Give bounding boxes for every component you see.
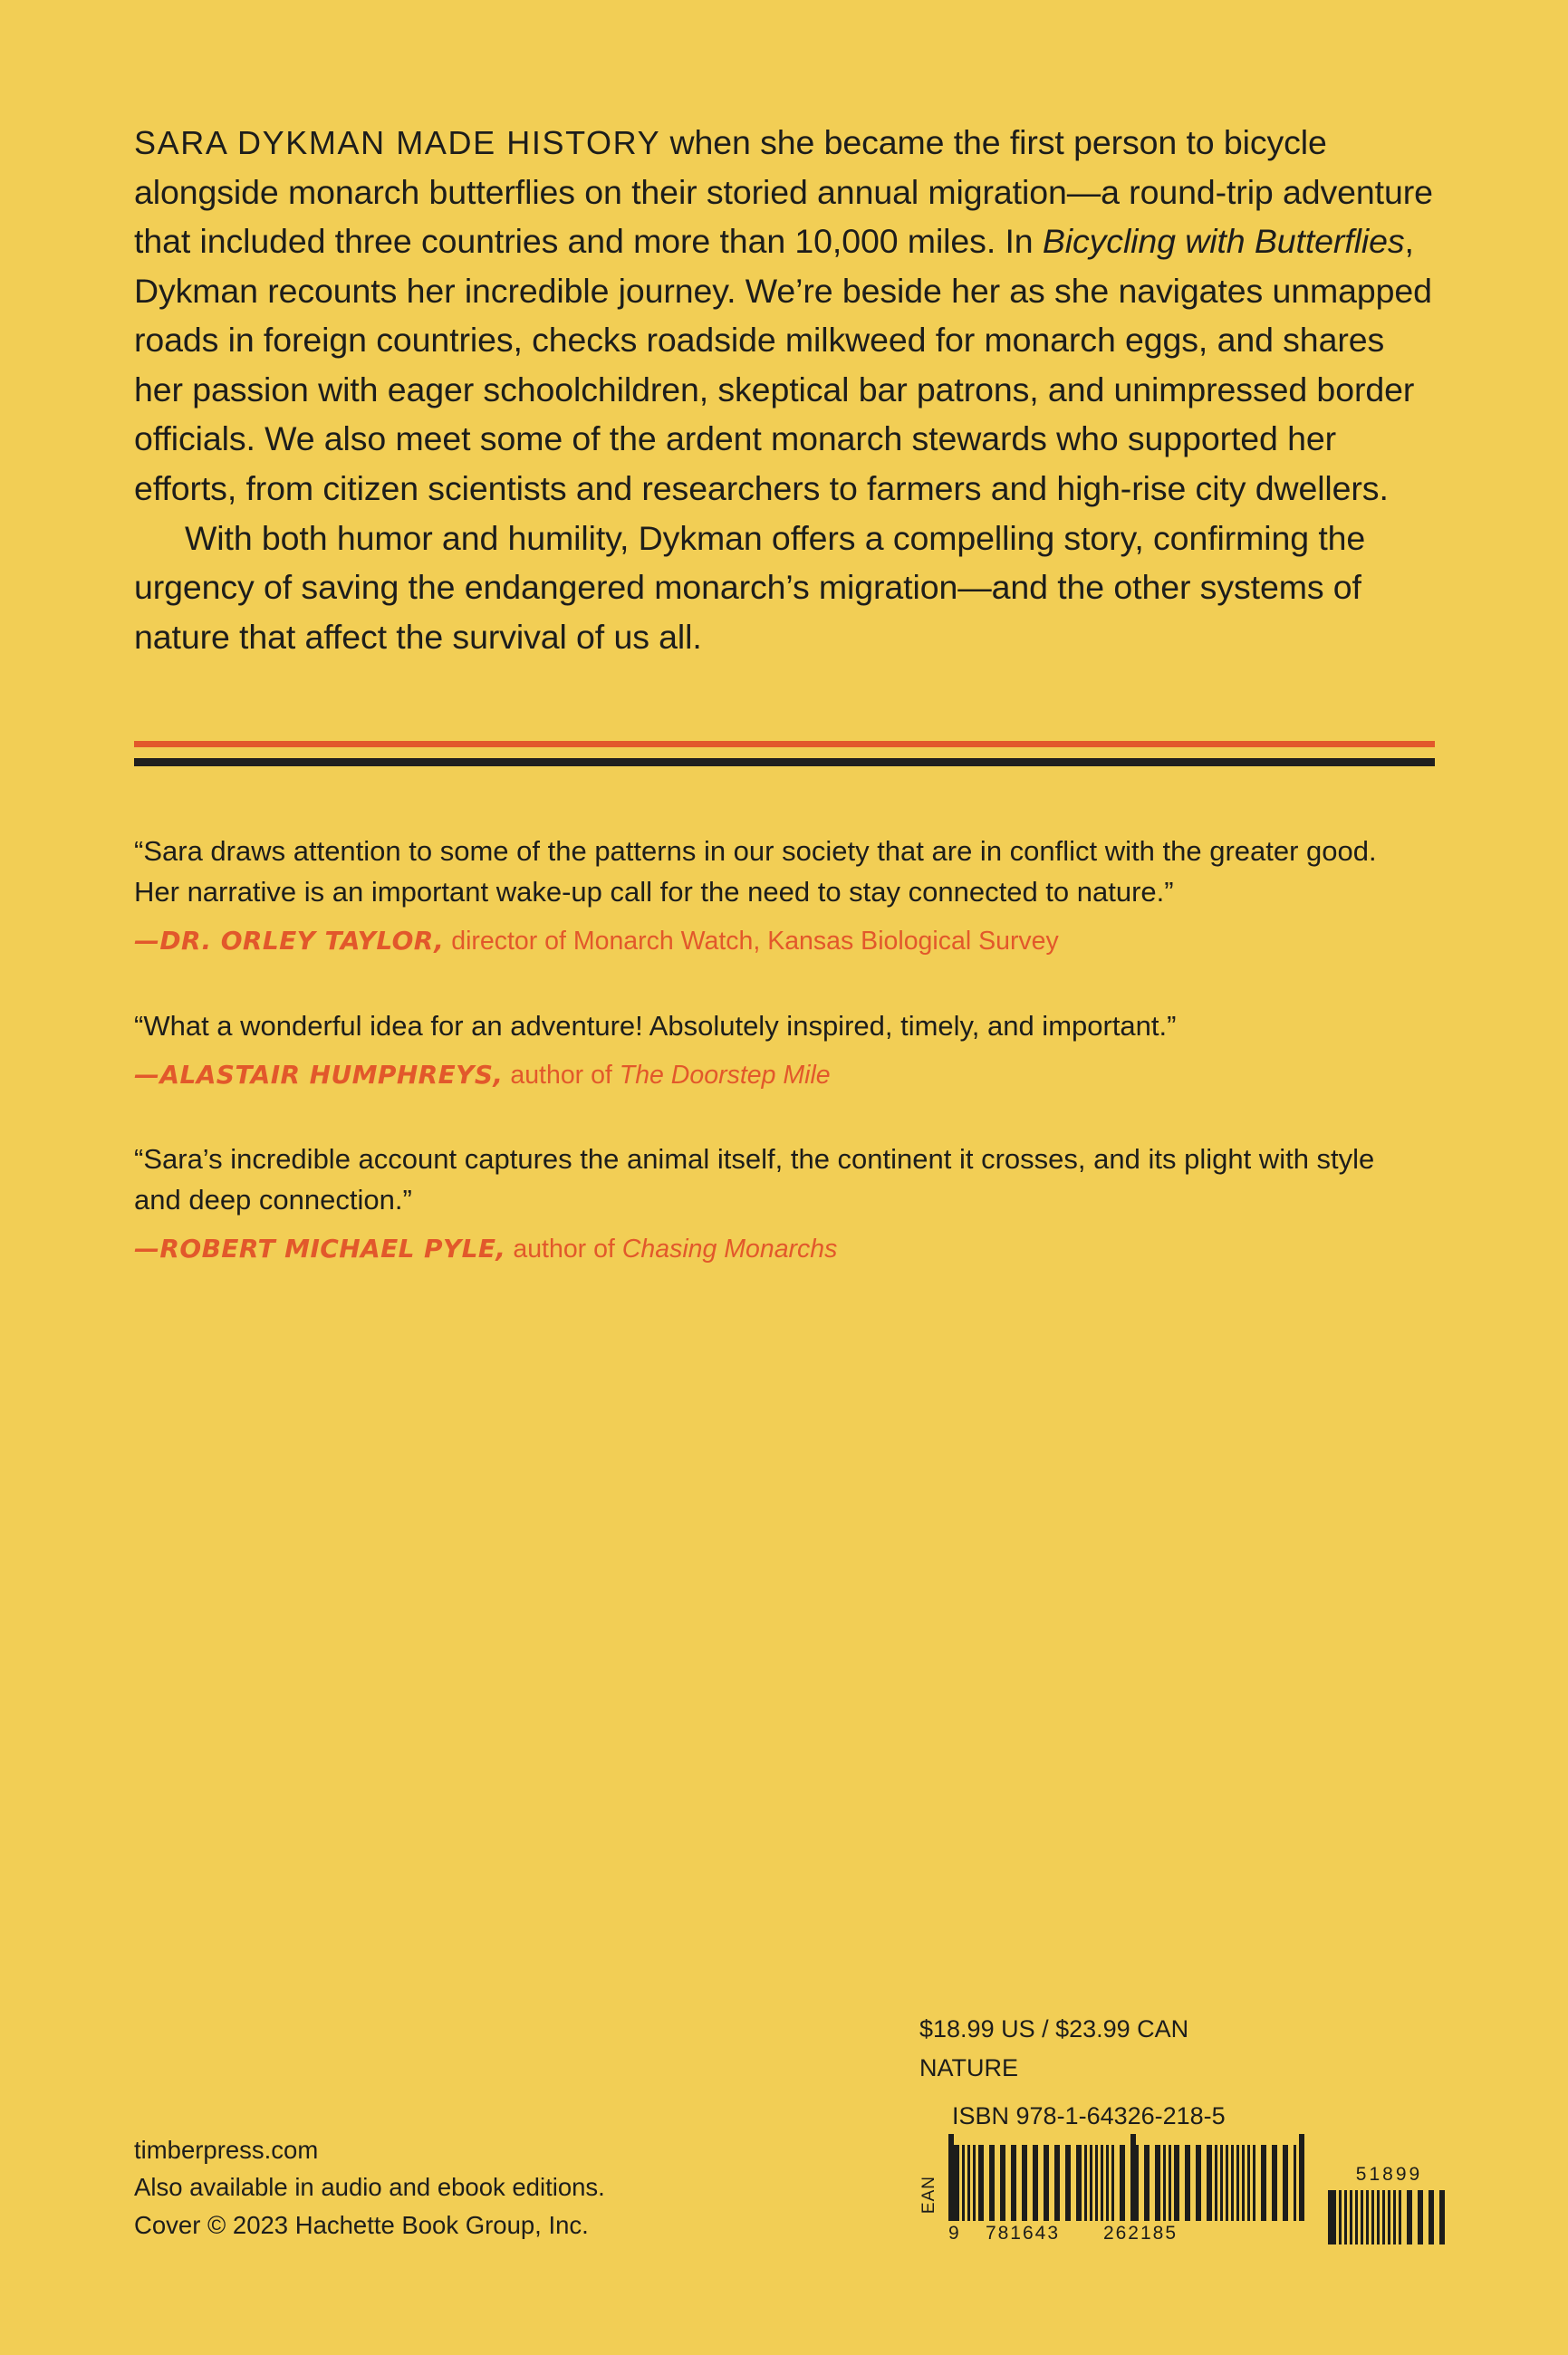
book-blurb [134, 118, 1434, 661]
barcode-ean13 [948, 2134, 1304, 2244]
footer [134, 2010, 1450, 2244]
praise-quote [134, 1139, 1420, 1267]
praise-quote-text: “What a wonderful idea for an adventure! Absolutely inspired, timely, and important.” [134, 1009, 1177, 1042]
praise-quote-text: “Sara’s incredible account captures the animal itself, the continent it crosses, and its plight with style and deep connection.” [134, 1143, 1375, 1216]
rule-orange [134, 741, 1435, 747]
barcode-addon-digits: 51899 [1355, 2164, 1423, 2185]
blurb-paragraph-2: With both humor and humility, Dykman offers a compelling story, confirming the urgency of saving the endangered monarch’s migration—and the other systems of nature that affect the survival of us all. [134, 518, 1366, 656]
barcode-digits [948, 2223, 1304, 2244]
blurb-paragraph-1-part-2: , Dykman recounts her incredible journey. We’re beside her as she navigates unmapped roads in foreign countries, checks roadside milkweed for monarch eggs, and shares her passion with eager schoolchildren, skeptical bar patrons, and unimpressed border officials. We also meet some of the ardent monarch stewards who supported her efforts, from citizen scientists and researchers to farmers and high-rise city dwellers. [134, 222, 1432, 507]
category-text: NATURE [919, 2053, 1019, 2081]
isbn-text: ISBN 978-1-64326-218-5 [952, 2102, 1226, 2129]
praise-attribution-role: director of Monarch Watch, Kansas Biological Survey [444, 927, 1059, 956]
divider-rules [134, 741, 1435, 766]
praise-attribution [134, 925, 1420, 959]
barcode-area [919, 2134, 1450, 2244]
praise-attribution-role: author of [503, 1060, 620, 1090]
price-and-barcode [919, 2010, 1450, 2244]
praise-attribution-name: —ALASTAIR HUMPHREYS, [134, 1059, 504, 1090]
praise-attribution-name: —DR. ORLEY TAYLOR, [134, 926, 445, 956]
praise-attribution [134, 1233, 1420, 1267]
barcode-digit-lead: 9 [948, 2223, 961, 2244]
barcode-bars [948, 2134, 1304, 2221]
praise-attribution-name: —ROBERT MICHAEL PYLE, [134, 1234, 506, 1264]
price-text: $18.99 US / $23.99 CAN [919, 2014, 1189, 2043]
copyright-note: Cover © 2023 Hachette Book Group, Inc. [134, 2211, 589, 2240]
praise-attribution-role-title: The Doorstep Mile [619, 1060, 831, 1090]
praise-attribution [134, 1059, 1420, 1093]
barcode-digits-right: 262185 [1102, 2223, 1178, 2244]
formats-note: Also available in audio and ebook editions. [134, 2173, 605, 2202]
blurb-paragraph-1 [134, 118, 1434, 514]
barcode-digits-left: 781643 [985, 2223, 1061, 2244]
blurb-lead-in: SARA DYKMAN MADE HISTORY [134, 124, 661, 161]
praise-quote-text: “Sara draws attention to some of the patterns in our society that are in conflict with the greater good. Her narrative is an important wake-up call for the need to stay connected to nature.” [134, 835, 1377, 908]
praise-attribution-role-title: Chasing Monarchs [621, 1235, 838, 1264]
praise-quote [134, 831, 1420, 959]
barcode-addon-bars [1328, 2188, 1450, 2244]
blurb-paragraph-1-part-1: when she became the first person to bicycle alongside monarch butterflies on their storied annual migration—a round-trip adventure that included three countries and more than 10,000 miles. In [134, 123, 1433, 261]
praise-attribution-role: author of [505, 1235, 622, 1264]
ean-label: EAN [919, 2175, 938, 2214]
rule-dark [134, 758, 1435, 766]
blurb-book-title: Bicycling with Butterflies [1042, 222, 1405, 261]
rule-gap [134, 747, 1435, 758]
publisher-website[interactable]: timberpress.com [134, 2135, 319, 2164]
praise-quote [134, 1006, 1420, 1093]
publisher-info [134, 2131, 605, 2244]
praise-section [134, 831, 1420, 1267]
barcode-addon [1328, 2164, 1450, 2244]
